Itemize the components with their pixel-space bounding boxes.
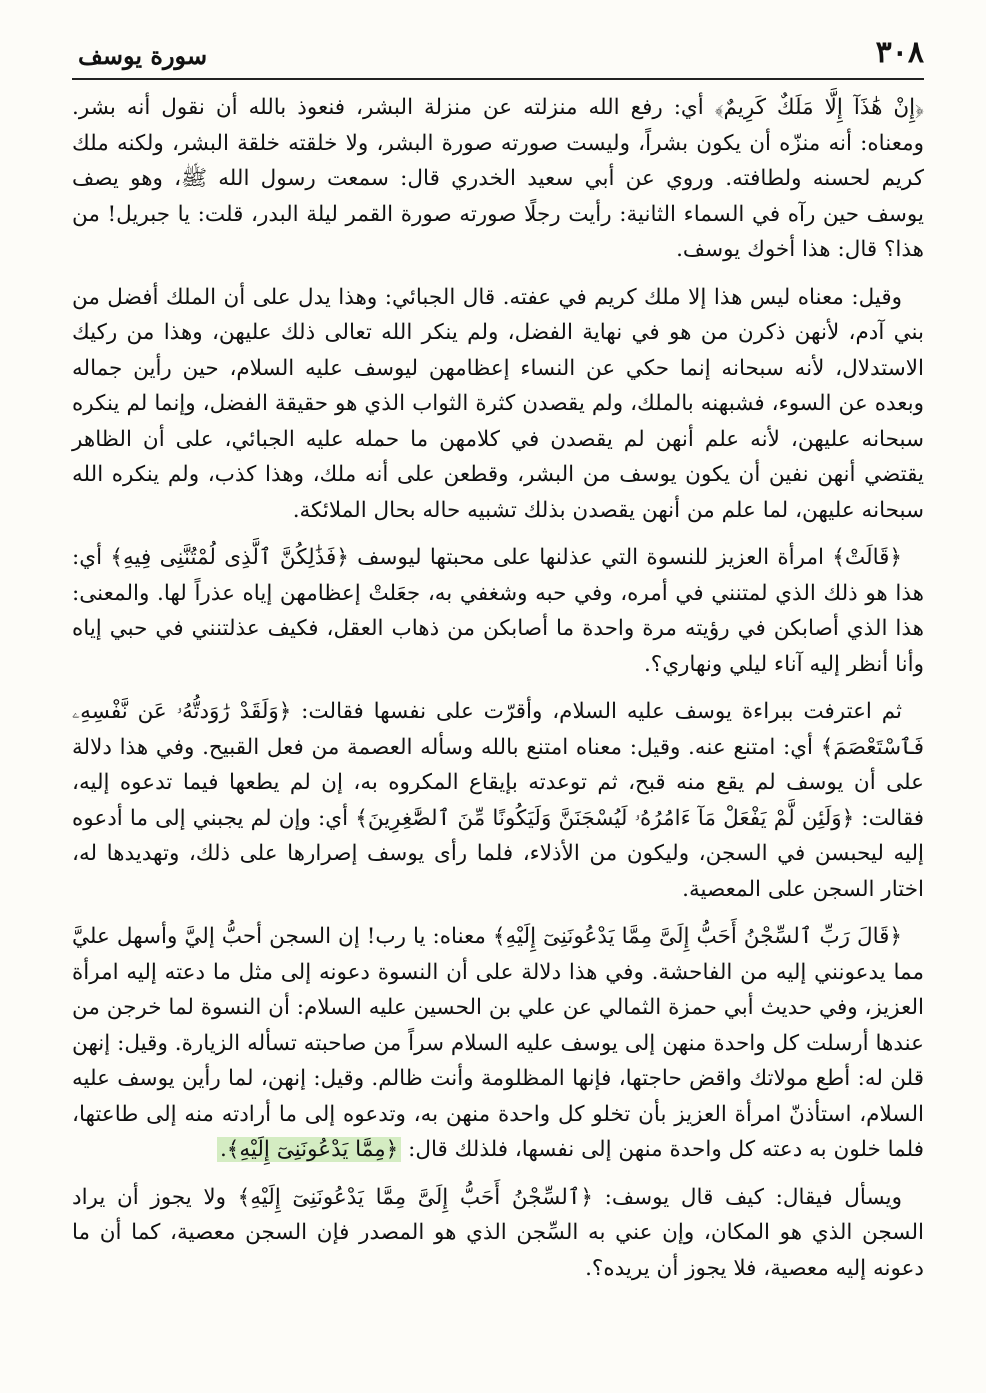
paragraph-6: ويسأل فيقال: كيف قال يوسف: ﴿ٱلسِّجْنُ أَحَبُّ إِلَىَّ مِمَّا يَدْعُونَنِىٓ إِلَيْهِ﴾ ولا يجوز أن يراد السجن الذي هو المكان، وإن عني به السِّجن الذي هو المصدر فإن السجن معصية، كما أن ما دعونه إليه معصية، فلا يجوز أن يريده؟. [72, 1184, 924, 1281]
paragraph-3: ﴿قَالَتْ﴾ امرأة العزيز للنسوة التي عذلنها على محبتها ليوسف ﴿فَذَٰلِكُنَّ ٱلَّذِى لُمْتُنَّنِى فِيهِ﴾ أي: هذا هو ذلك الذي لمتنني في أمره، وفي حبه وشغفي به، جعَلتْ إعظامهن إياه عذراً لها. والمعنى: هذا الذي أصابكن في رؤيته مرة واحدة ما أصابكن من ذهاب العقل، فكيف عذلتنني في حبي إياه وأنا أنظر إليه آناء ليلي ونهاري؟. [72, 545, 924, 677]
paragraph-4: ثم اعترفت ببراءة يوسف عليه السلام، وأقرّت على نفسها فقالت: ﴿وَلَقَدْ رَٰوَدتُّهُۥ عَن نَّفْسِهِۦ فَٱسْتَعْصَمَ﴾ أي: امتنع عنه. وقيل: معناه امتنع بالله وسأله العصمة من فعل القبيح. وفي هذا دلالة على أن يوسف لم يقع منه قبح، ثم توعدته بإيقاع المكروه به، إن لم يطعها فيما تدعوه إليه، فقالت: ﴿وَلَئِن لَّمْ يَفْعَلْ مَآ ءَامُرُهُۥ لَيُسْجَنَنَّ وَلَيَكُونًا مِّنَ ٱلصَّٰغِرِينَ﴾ أي: وإن لم يجبني إلى ما أدعوه إليه ليحبسن في السجن، وليكون من الأذلاء، فلما رأى يوسف إصرارها على ذلك، وتهديدها له، اختار السجن على المعصية. [72, 699, 924, 902]
paragraph-1: ﴿إِنْ هَٰذَآ إِلَّا مَلَكٌ كَرِيمٌ﴾ أي: رفع الله منزلته عن منزلة البشر، فنعوذ بالله أن نقول أنه بشر. ومعناه: أنه منزّه أن يكون بشراً، وليست صورته صورة البشر، ولا خلقته خلقة البشر، ولكنه ملك كريم لحسنه ولطافته. وروي عن أبي سعيد الخدري قال: سمعت رسول الله ﷺ، وهو يصف يوسف حين رآه في السماء الثانية: رأيت رجلًا صورته صورة القمر ليلة البدر، قلت: يا جبريل! من هذا؟ قال: هذا أخوك يوسف. [72, 95, 924, 262]
highlighted-verse: ﴿مِمَّا يَدْعُونَنِىٓ إِلَيْهِ﴾. [217, 1137, 401, 1162]
page-number: ٣٠٨ [875, 35, 924, 70]
paragraph-5 [72, 919, 924, 1168]
paragraph-5-text: ﴿قَالَ رَبِّ ٱلسِّجْنُ أَحَبُّ إِلَىَّ مِمَّا يَدْعُونَنِىٓ إِلَيْهِ﴾ معناه: يا رب! إن السجن أحبُّ إليَّ وأسهل عليَّ مما يدعونني إليه من الفاحشة. وفي هذا دلالة على أن النسوة دعونه إلى مثل ما دعته إليه امرأة العزيز، وفي حديث أبي حمزة الثمالي عن علي بن الحسين عليه السلام: أن النسوة لما خرجن من عندها أرسلت كل واحدة منهن إلى يوسف عليه السلام سراً من صاحبته تسأله الزيارة. وقيل: إنهن قلن له: أطع مولاتك واقض حاجتها، فإنها المظلومة وأنت ظالم. وقيل: إنهن، لما رأين يوسف عليه السلام، استأذنّ امرأة العزيز بأن تخلو كل واحدة منهن به، وتدعوه إلى ما أرادته منه إلى طاعتها، فلما خلون به دعته كل واحدة منهن إلى نفسها، فلذلك قال: [72, 924, 924, 1162]
header-rule [72, 78, 924, 80]
paragraph-2: وقيل: معناه ليس هذا إلا ملك كريم في عفته. قال الجبائي: وهذا يدل على أن الملك أفضل من بني آدم، لأنهن ذكرن من هو في نهاية الفضل، ولم ينكر الله تعالى ذلك عليهن، وهذا من ركيك الاستدلال، لأنه سبحانه إنما حكي عن النساء إعظامهن ليوسف عليه السلام، حين رأين جماله وبعده عن السوء، فشبهنه بالملك، ولم يقصدن كثرة الثواب الذي هو حقيقة الفضل، وإنما لم ينكره سبحانه عليهن، لأنه علم أنهن لم يقصدن في كلامهن ما حمله عليه الجبائي، على أن الظاهر يقتضي أنهن نفين أن يكون يوسف من البشر، وقطعن على أنه ملك، وهذا كذب، ولم ينكره الله سبحانه عليهن، لما علم من أنهن يقصدن بذلك تشبيه حاله بحال الملائكة. [72, 284, 924, 523]
page-header [72, 28, 924, 70]
surah-title: سورة يوسف [78, 41, 208, 70]
